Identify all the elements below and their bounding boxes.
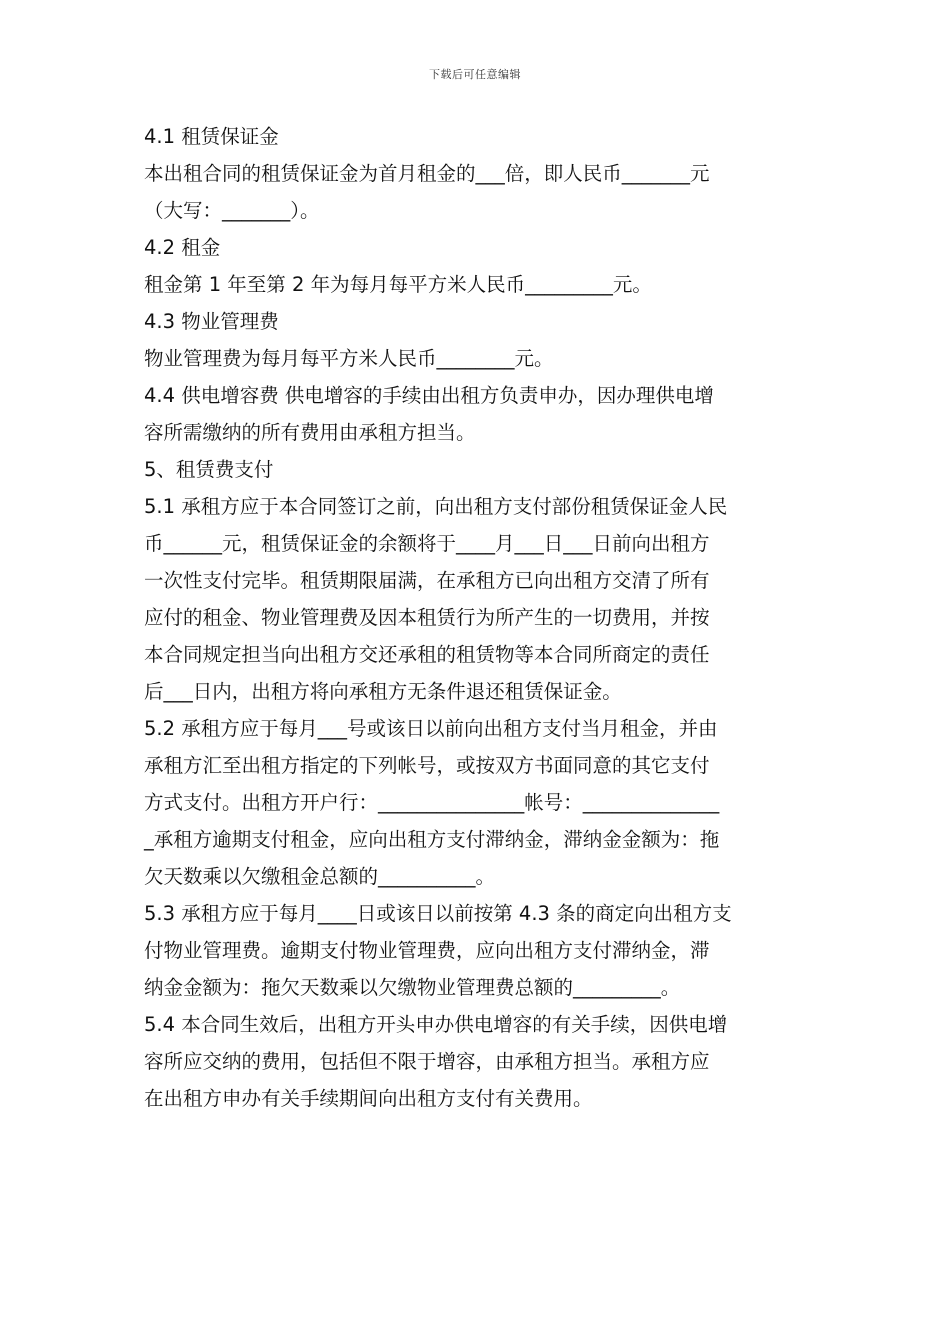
text-line-5-4: 5.4 本合同生效后，出租方开头申办供电增容的有关手续，因供电增 [144, 1013, 728, 1036]
document-body [144, 118, 812, 1117]
text-line-5-2: 5.2 承租方应于每月___号或该日以前向出租方支付当月租金，并由 [144, 717, 718, 740]
text-line: 币______元，租赁保证金的余额将于____月___日___日前向出租方 [144, 532, 710, 555]
section-heading-5: 5、租赁费支付 [144, 458, 274, 481]
page-header-note: 下载后可任意编辑 [429, 68, 521, 81]
text-line: _承租方逾期支付租金，应向出租方支付滞纳金，滞纳金金额为：拖 [144, 828, 720, 851]
text-line: 承租方汇至出租方指定的下列帐号，或按双方书面同意的其它支付 [144, 754, 710, 777]
text-line-4-4: 4.4 供电增容费 供电增容的手续由出租方负责申办，因办理供电增 [144, 384, 714, 407]
section-heading-4-2: 4.2 租金 [144, 236, 221, 259]
text-line: 租金第 1 年至第 2 年为每月每平方米人民币_________元。 [144, 273, 652, 296]
text-line: 纳金金额为：拖欠天数乘以欠缴物业管理费总额的_________。 [144, 976, 681, 999]
text-line: 付物业管理费。逾期支付物业管理费，应向出租方支付滞纳金，滞 [144, 939, 710, 962]
text-line: 一次性支付完毕。租赁期限届满，在承租方已向出租方交清了所有 [144, 569, 710, 592]
text-line: 容所应交纳的费用，包括但不限于增容，由承租方担当。承租方应 [144, 1050, 710, 1073]
text-line: 本出租合同的租赁保证金为首月租金的___倍，即人民币_______元 [144, 162, 710, 185]
text-line: 容所需缴纳的所有费用由承租方担当。 [144, 421, 476, 444]
section-heading-4-3: 4.3 物业管理费 [144, 310, 279, 333]
text-line-5-3: 5.3 承租方应于每月____日或该日以前按第 4.3 条的商定向出租方支 [144, 902, 732, 925]
text-line-5-1: 5.1 承租方应于本合同签订之前，向出租方支付部份租赁保证金人民 [144, 495, 728, 518]
text-line: 后___日内，出租方将向承租方无条件退还租赁保证金。 [144, 680, 622, 703]
text-line: 方式支付。出租方开户行：_______________帐号：______________ [144, 791, 720, 814]
text-line: （大写：_______）。 [144, 199, 320, 222]
text-line: 应付的租金、物业管理费及因本租赁行为所产生的一切费用，并按 [144, 606, 710, 629]
text-line: 欠天数乘以欠缴租金总额的__________。 [144, 865, 496, 888]
text-line: 本合同规定担当向出租方交还承租的租赁物等本合同所商定的责任 [144, 643, 710, 666]
section-heading-4-1: 4.1 租赁保证金 [144, 125, 279, 148]
text-line: 在出租方申办有关手续期间向出租方支付有关费用。 [144, 1087, 593, 1110]
text-line: 物业管理费为每月每平方米人民币________元。 [144, 347, 554, 370]
